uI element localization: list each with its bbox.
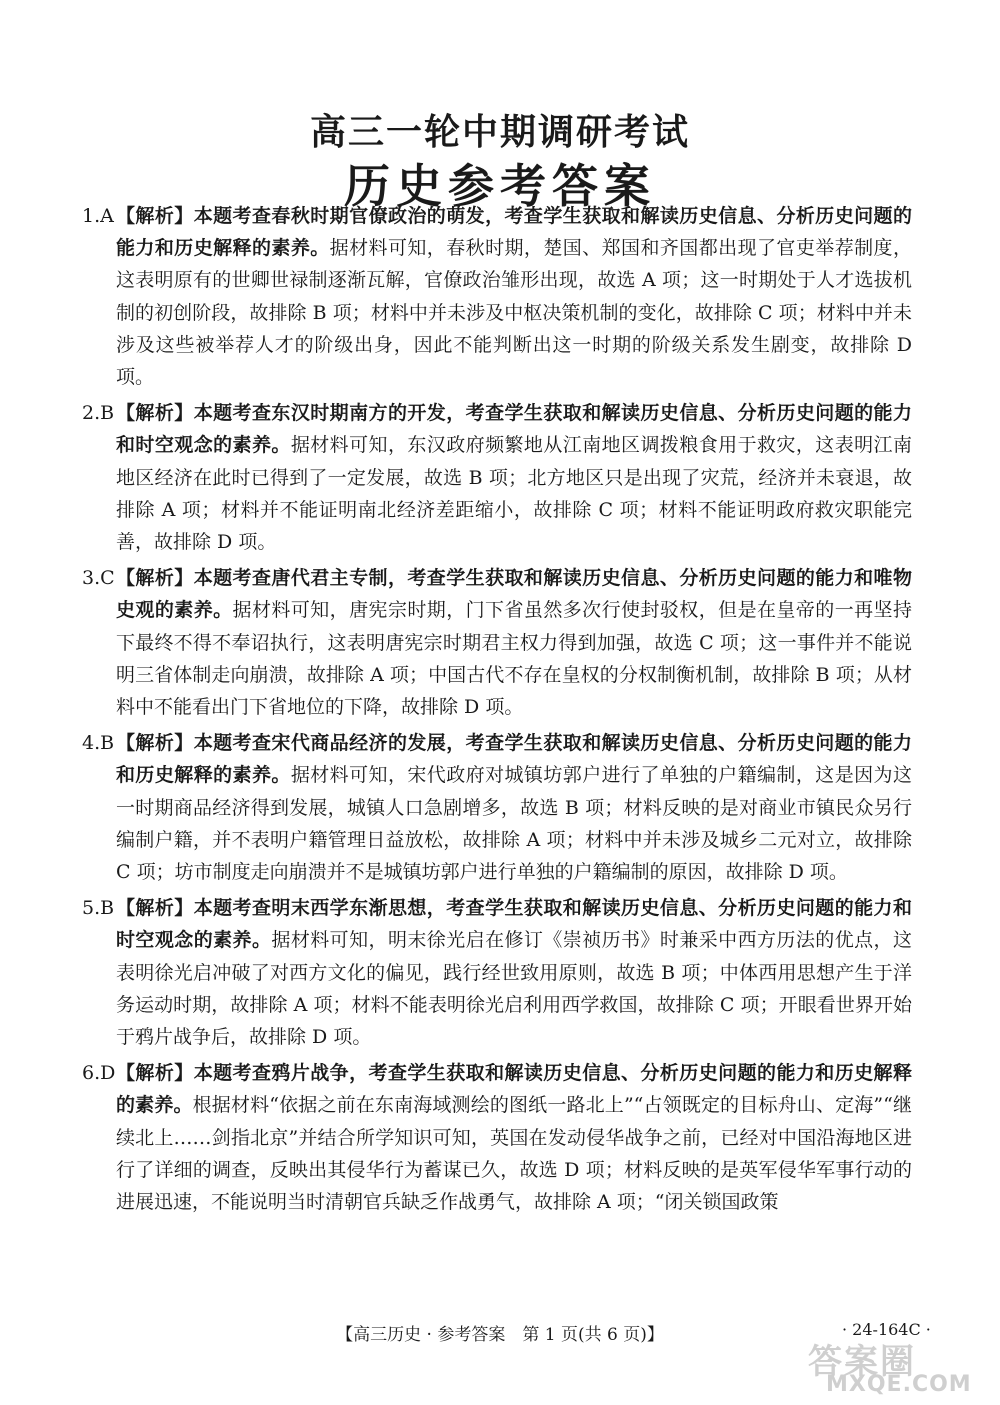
answer-item-5 xyxy=(82,892,912,1053)
answer-analysis-heading: 【解析】本题考查宋代商品经济的发展，考查学生获取和解读历史信息、分析历史问题的能力和历史解释的素养。 xyxy=(116,732,912,787)
answer-number: 4.B xyxy=(82,732,115,755)
watermark-text: 答案圈 xyxy=(808,1342,916,1382)
answer-analysis-heading: 【解析】本题考查唐代君主专制，考查学生获取和解读历史信息、分析历史问题的能力和唯物史观的素养。 xyxy=(116,567,912,622)
answer-explanation: 据材料可知，宋代政府对城镇坊郭户进行了单独的户籍编制，这是因为这一时期商品经济得到发展，城镇人口急剧增多，故选 B 项；材料反映的是对商业市镇民众另行编制户籍，并不表明户籍管理日益放松，故排除 A 项；材料中并未涉及城乡二元对立，故排除 C 项；坊市制度走向崩溃并不是城镇坊郭户进行单独的户籍编制的原因，故排除 D 项。 xyxy=(116,764,912,884)
answer-analysis-heading: 【解析】本题考查东汉时期南方的开发，考查学生获取和解读历史信息、分析历史问题的能力和时空观念的素养。 xyxy=(116,402,912,457)
exam-code: · 24-164C · xyxy=(842,1320,931,1339)
page-footer: 【高三历史 · 参考答案 第 1 页(共 6 页)】 xyxy=(336,1325,664,1345)
answer-number: 5.B xyxy=(82,897,115,920)
answer-item-1 xyxy=(82,200,912,393)
answer-explanation: 据材料可知，春秋时期，楚国、郑国和齐国都出现了官吏举荐制度，这表明原有的世卿世禄制逐渐瓦解，官僚政治雏形出现，故选 A 项；这一时期处于人才选拔机制的初创阶段，故排除 B 项；材料中并未涉及中枢决策机制的变化，故排除 C 项；材料中并未涉及这些被举荐人才的阶级出身，因此不能判断出这一时期的阶级关系发生剧变，故排除 D 项。 xyxy=(116,237,912,389)
answer-explanation: 据材料可知，明末徐光启在修订《崇祯历书》时兼采中西方历法的优点，这表明徐光启冲破了对西方文化的偏见，践行经世致用原则，故选 B 项；中体西用思想产生于洋务运动时期，故排除 A 项；材料不能表明徐光启利用西学救国，故排除 C 项；开眼看世界开始于鸦片战争后，故排除 D 项。 xyxy=(116,929,912,1049)
answer-number: 2.B xyxy=(82,402,115,425)
answer-analysis-heading: 【解析】本题考查明末西学东渐思想，考查学生获取和解读历史信息、分析历史问题的能力和时空观念的素养。 xyxy=(116,897,912,952)
answer-item-6 xyxy=(82,1057,912,1218)
answer-explanation: 根据材料“依据之前在东南海域测绘的图纸一路北上”“占领既定的目标舟山、定海”“继续北上……剑指北京”并结合所学知识可知，英国在发动侵华战争之前，已经对中国沿海地区进行了详细的调查，反映出其侵华行为蓄谋已久，故选 D 项；材料反映的是英军侵华军事行动的进展迅速，不能说明当时清朝官兵缺乏作战勇气，故排除 A 项；“闭关锁国政策 xyxy=(116,1094,912,1214)
answer-explanation: 据材料可知，唐宪宗时期，门下省虽然多次行使封驳权，但是在皇帝的一再坚持下最终不得不奉诏执行，这表明唐宪宗时期君主权力得到加强，故选 C 项；这一事件并不能说明三省体制走向崩溃，故排除 A 项；中国古代不存在皇权的分权制衡机制，故排除 B 项；从材料中不能看出门下省地位的下降，故排除 D 项。 xyxy=(116,599,912,719)
answer-number: 3.C xyxy=(82,567,115,590)
answer-item-4 xyxy=(82,727,912,888)
exam-title: 高三一轮中期调研考试 xyxy=(309,112,690,153)
answer-explanation: 据材料可知，东汉政府频繁地从江南地区调拨粮食用于救灾，这表明江南地区经济在此时已得到了一定发展，故选 B 项；北方地区只是出现了灾荒，经济并未衰退，故排除 A 项；材料并不能证明南北经济差距缩小，故排除 C 项；材料不能证明政府救灾职能完善，故排除 D 项。 xyxy=(116,434,912,554)
answer-key-title: 历史参考答案 xyxy=(344,159,656,213)
answer-number: 6.D xyxy=(82,1062,116,1085)
answer-analysis-heading: 【解析】本题考查鸦片战争，考查学生获取和解读历史信息、分析历史问题的能力和历史解释的素养。 xyxy=(116,1062,912,1117)
answer-number: 1.A xyxy=(82,205,114,227)
answer-analysis-heading: 【解析】本题考查春秋时期官僚政治的萌发，考查学生获取和解读历史信息、分析历史问题的能力和历史解释的素养。 xyxy=(116,205,912,260)
answer-item-2 xyxy=(82,397,912,558)
watermark-url: MXQE.COM xyxy=(826,1372,972,1397)
answer-item-3 xyxy=(82,562,912,723)
answer-list xyxy=(82,200,912,1222)
